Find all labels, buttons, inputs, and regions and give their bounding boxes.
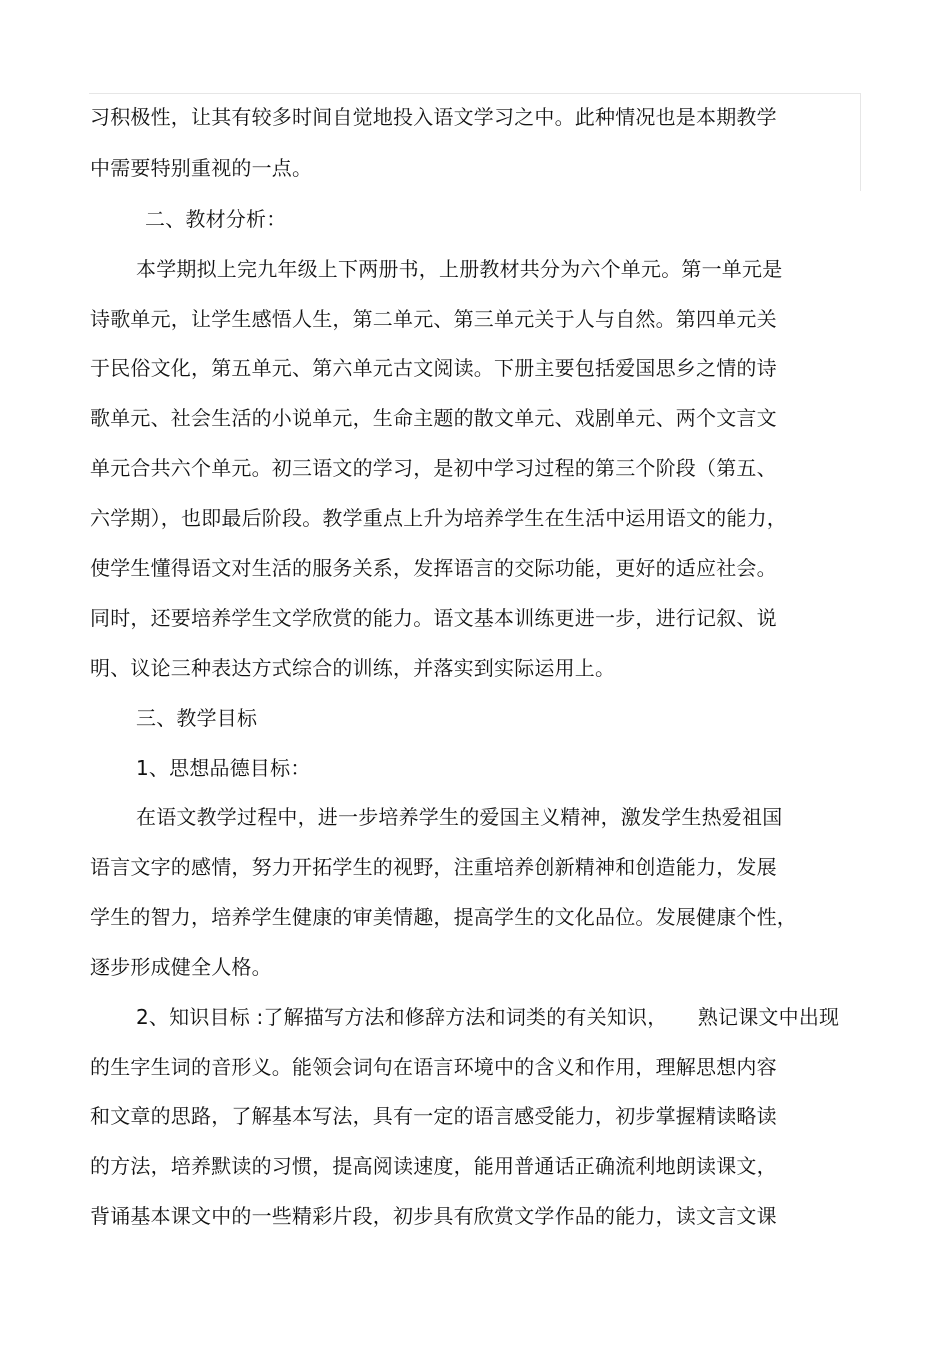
text-line: 背诵基本课文中的一些精彩片段，初步具有欣赏文学作品的能力，读文言文课	[90, 1204, 777, 1228]
text-line: 明、议论三种表达方式综合的训练，并落实到实际运用上。	[90, 656, 616, 680]
text-line: 习积极性，让其有较多时间自觉地投入语文学习之中。此种情况也是本期教学	[90, 105, 777, 129]
section-heading-materials: 二、教材分析：	[145, 207, 287, 231]
text-line: 和文章的思路，了解基本写法，具有一定的语言感受能力，初步掌握精读略读	[90, 1104, 777, 1128]
text-line: 使学生懂得语文对生活的服务关系，发挥语言的交际功能，更好的适应社会。	[90, 556, 777, 580]
text-line: 同时，还要培养学生文学欣赏的能力。语文基本训练更进一步，进行记叙、说	[90, 606, 777, 630]
text-line: 逐步形成健全人格。	[90, 955, 272, 979]
text-line: 的生字生词的音形义。能领会词句在语言环境中的含义和作用，理解思想内容	[90, 1055, 777, 1079]
text-line: 学生的智力，培养学生健康的审美情趣，提高学生的文化品位。发展健康个性，	[90, 905, 797, 929]
text-line: 语言文字的感情，努力开拓学生的视野，注重培养创新精神和创造能力，发展	[90, 855, 777, 879]
section-heading-goals: 三、教学目标	[136, 706, 258, 730]
text-line: 六学期），也即最后阶段。教学重点上升为培养学生在生活中运用语文的能力，	[90, 506, 787, 530]
text-line: 于民俗文化，第五单元、第六单元古文阅读。下册主要包括爱国思乡之情的诗	[90, 356, 777, 380]
text-line: 的方法，培养默读的习惯，提高阅读速度，能用普通话正确流利地朗读课文，	[90, 1154, 777, 1178]
text-line: 诗歌单元，让学生感悟人生，第二单元、第三单元关于人与自然。第四单元关	[90, 307, 777, 331]
text-line: 歌单元、社会生活的小说单元，生命主题的散文单元、戏剧单元、两个文言文	[90, 406, 777, 430]
text-line: 在语文教学过程中，进一步培养学生的爱国主义精神，激发学生热爱祖国	[136, 805, 783, 829]
subheading-knowledge-goal: 2、知识目标 :了解描写方法和修辞方法和词类的有关知识， 熟记课文中出现	[136, 1005, 840, 1029]
text-line: 本学期拟上完九年级上下两册书，上册教材共分为六个单元。第一单元是	[136, 257, 783, 281]
subheading-moral-goal: 1、思想品德目标：	[136, 756, 311, 780]
text-line: 中需要特别重视的一点。	[90, 156, 313, 180]
text-line: 单元合共六个单元。初三语文的学习，是初中学习过程的第三个阶段（第五、	[90, 456, 777, 480]
